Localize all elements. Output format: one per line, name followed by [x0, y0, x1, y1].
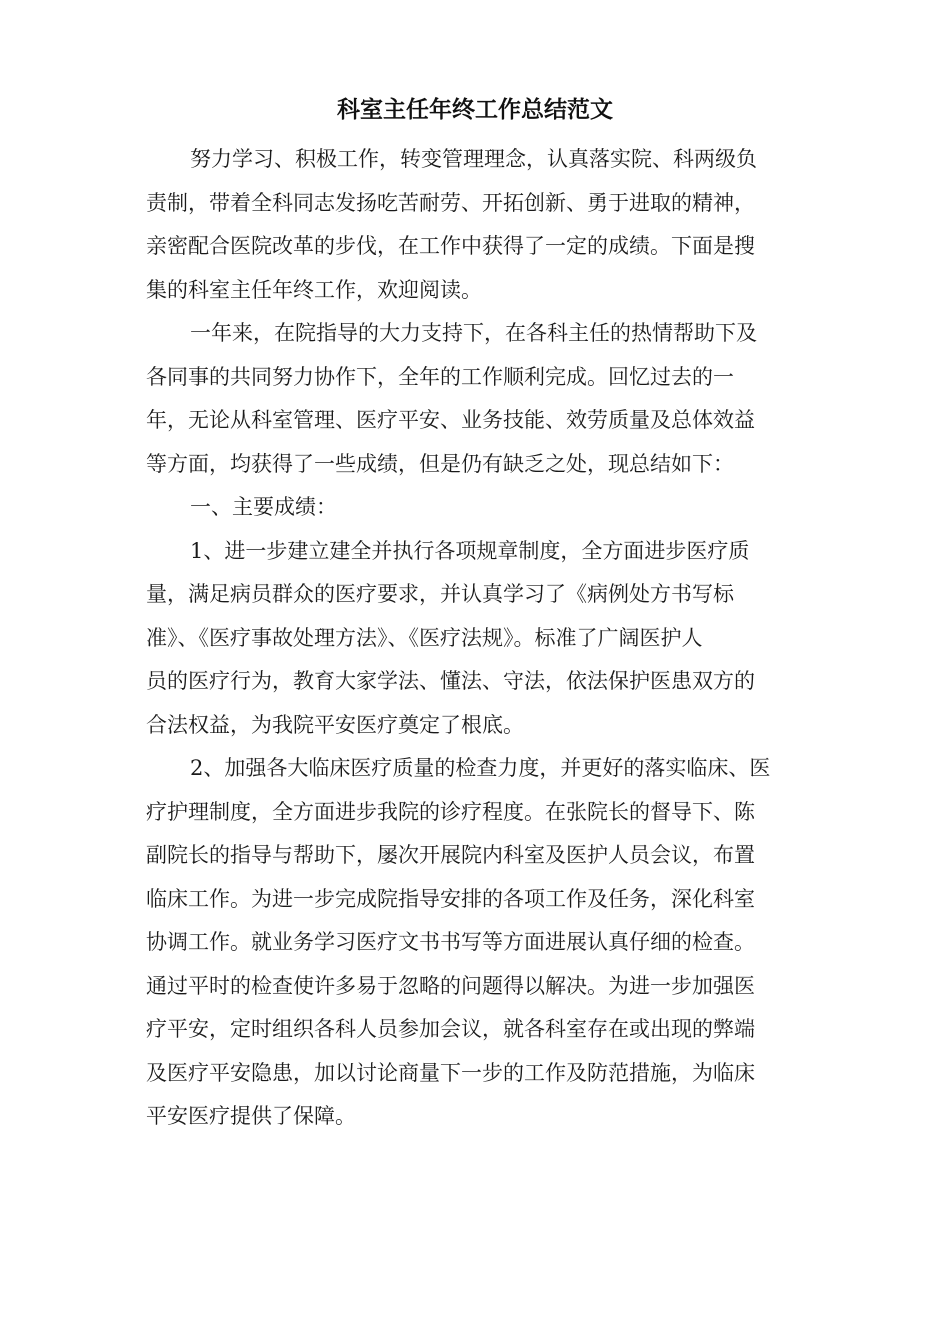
- section-heading: 一、主要成绩：: [190, 495, 337, 519]
- text-line: 亲密配合医院改革的步伐，在工作中获得了一定的成绩。下面是搜: [146, 234, 755, 258]
- text-line: 努力学习、积极工作，转变管理理念，认真落实院、科两级负: [190, 147, 757, 171]
- text-line: 一年来，在院指导的大力支持下，在各科主任的热情帮助下及: [190, 321, 757, 345]
- text-line: 疗护理制度，全方面进步我院的诊疗程度。在张院长的督导下、陈: [146, 799, 755, 824]
- text-line: 年，无论从科室管理、医疗平安、业务技能、效劳质量及总体效益: [146, 408, 755, 432]
- section-heading-main-achievements: [146, 486, 806, 530]
- text-line: 及医疗平安隐患，加以讨论商量下一步的工作及防范措施，为临床: [146, 1060, 755, 1085]
- text-line: 量，满足病员群众的医疗要求，并认真学习了《病例处方书写标: [146, 582, 734, 606]
- paragraph-item-2: [146, 747, 806, 1139]
- text-line: 平安医疗提供了保障。: [146, 1104, 356, 1128]
- document-body: [146, 138, 806, 1139]
- text-line: 协调工作。就业务学习医疗文书书写等方面进展认真仔细的检查。: [146, 930, 755, 954]
- text-line: 副院长的指导与帮助下，屡次开展院内科室及医护人员会议，布置: [146, 843, 755, 867]
- text-line: 准》、《医疗事故处理方法》、《医疗法规》。标准了广阔医护人: [146, 625, 703, 650]
- paragraph-overview: [146, 312, 806, 486]
- text-line: 1、进一步建立建全并执行各项规章制度，全方面进步医疗质: [190, 538, 750, 563]
- text-line: 通过平时的检查使许多易于忽略的问题得以解决。为进一步加强医: [146, 973, 755, 998]
- paragraph-intro: [146, 138, 806, 312]
- text-line: 各同事的共同努力协作下，全年的工作顺利完成。回忆过去的一: [146, 364, 734, 389]
- text-line: 疗平安，定时组织各科人员参加会议，就各科室存在或出现的弊端: [146, 1017, 755, 1041]
- text-line: 2、加强各大临床医疗质量的检查力度，并更好的落实临床、医: [190, 756, 771, 780]
- text-line: 临床工作。为进一步完成院指导安排的各项工作及任务，深化科室: [146, 886, 755, 911]
- text-line: 责制，带着全科同志发扬吃苦耐劳、开拓创新、勇于进取的精神，: [146, 190, 755, 215]
- document-title: 科室主任年终工作总结范文: [337, 97, 613, 123]
- text-line: 合法权益，为我院平安医疗奠定了根底。: [146, 712, 524, 737]
- text-line: 员的医疗行为，教育大家学法、懂法、守法，依法保护医患双方的: [146, 669, 755, 693]
- paragraph-item-1: [146, 530, 806, 748]
- text-line: 等方面，均获得了一些成绩，但是仍有缺乏之处，现总结如下：: [146, 451, 734, 476]
- text-line: 集的科室主任年终工作，欢迎阅读。: [146, 277, 482, 302]
